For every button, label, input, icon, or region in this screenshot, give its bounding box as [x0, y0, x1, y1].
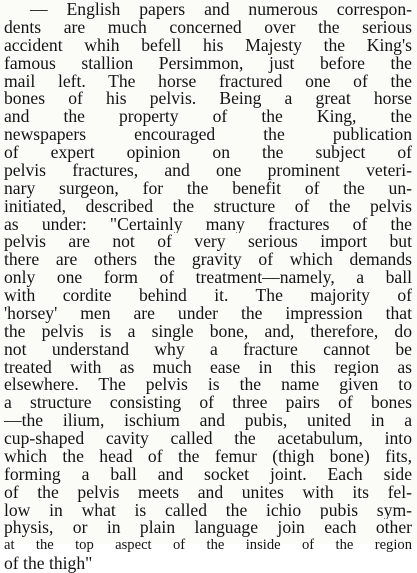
article-line: the pelvis is a single bone, and, therefore, do: [4, 322, 412, 341]
article-line: pelvis are not of very serious import but: [4, 233, 412, 252]
article-line: a structure consisting of three pairs of bones: [4, 394, 412, 413]
article-line: of the thigh": [4, 555, 93, 573]
article-line: nary surgeon, for the benefit of the un-: [4, 179, 412, 198]
article-line: of expert opinion on the subject of: [4, 144, 412, 162]
article-line: which the head of the femur (thigh bone) fits,: [4, 447, 412, 466]
article-line: there are others the gravity of which demands: [4, 251, 412, 270]
article-line: forming a ball and socket joint. Each side: [4, 465, 412, 484]
article-line: physis, or in plain language join each other: [4, 519, 412, 538]
article-line: elsewhere. The pelvis is the name given to: [4, 376, 412, 395]
article-line: bones of his pelvis. Being a great horse: [4, 90, 412, 109]
article-line: accident whih befell his Majesty the King's: [4, 36, 412, 55]
article-text: [4, 1, 412, 573]
article-line: —the ilium, ischium and pubis, united in a: [4, 412, 412, 430]
article-line: treated with as much ease in this region as: [4, 358, 412, 377]
article-line: — English papers and numerous correspon-: [30, 1, 412, 19]
article-line: at the top aspect of the inside of the region: [4, 537, 412, 554]
article-line: with cordite behind it. The majority of: [4, 287, 412, 305]
article-line: of the pelvis meets and unites with its fel-: [4, 483, 412, 502]
article-line: not understand why a fracture cannot be: [4, 340, 412, 359]
article-line: as under: "Certainly many fractures of the: [4, 215, 412, 234]
article-line: mail left. The horse fractured one of the: [4, 72, 412, 91]
article-line: famous stallion Persimmon, just before the: [4, 54, 412, 73]
article-line: low in what is called the ichio pubis sym-: [4, 501, 412, 520]
article-line: cup-shaped cavity called the acetabulum, into: [4, 430, 412, 448]
article-line: newspapers encouraged the publication: [4, 126, 412, 144]
article-line: only one form of treatment—namely, a ball: [4, 269, 412, 287]
article-line: dents are much concerned over the serious: [4, 18, 412, 37]
article-line: and the property of the King, the: [4, 108, 412, 127]
article-line: pelvis fractures, and one prominent veteri-: [4, 161, 412, 180]
article-line: initiated, described the structure of the pelvis: [4, 197, 412, 216]
article-line: 'horsey' men are under the impression that: [4, 304, 412, 323]
